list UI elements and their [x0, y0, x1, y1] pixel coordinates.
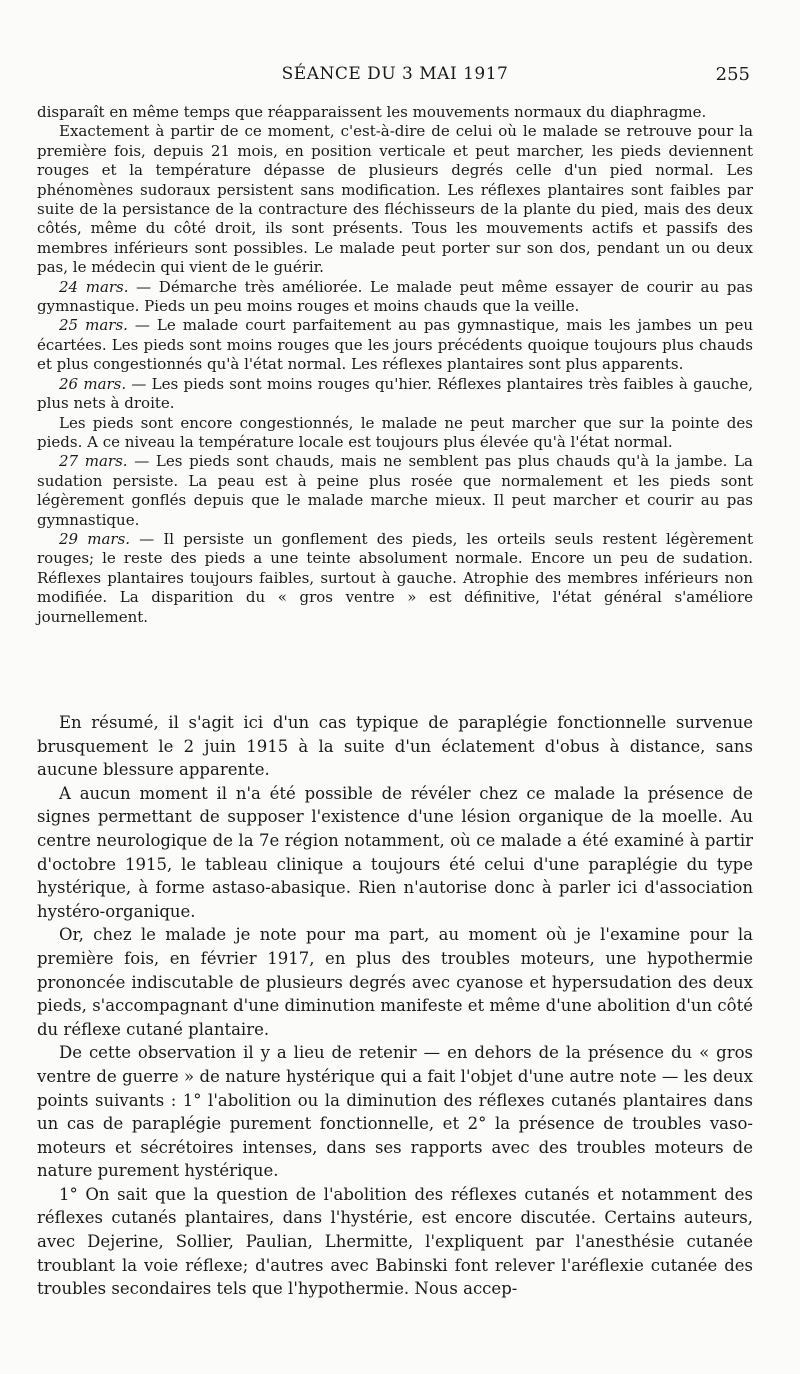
discussion-paragraph: 1° On sait que la question de l'abolition des réflexes cutanés et notamment des réflexes cutanés plantaires, dans l'hystérie, est encore discutée. Certains auteurs, avec Dejerine, Sollier, Paulian, Lhermitte, l'expliquent par l'anesthésie cutanée troublant la voie réflexe; d'autres avec Babinski font relever l'aréflexie cutanée des troubles secondaires tels que l'hypothermie. Nous accep- [37, 1184, 753, 1299]
observation-paragraph: disparaît en même temps que réapparaissent les mouvements normaux du diaphragme. [37, 103, 707, 121]
running-title: SÉANCE DU 3 MAI 1917 [281, 64, 509, 84]
observation-notes [37, 103, 753, 627]
entry-date: 24 mars. [59, 277, 129, 296]
entry-date: 27 mars. [59, 452, 128, 471]
observation-entry: 27 mars. — Les pieds sont chauds, mais ne semblent pas plus chauds qu'à la jambe. La sudation persiste. La peau est à peine plus rosée que normalement et les pieds sont légèrement gonflés depuis que le malade marche mieux. Il peut marcher et courir au pas gymnastique. [37, 452, 753, 529]
observation-entry: 26 mars. — Les pieds sont moins rouges qu'hier. Réflexes plantaires très faibles à gauche, plus nets à droite. [37, 374, 753, 413]
observation-paragraph: Les pieds sont encore congestionnés, le malade ne peut marcher que sur la pointe des pieds. A ce niveau la température locale est toujours plus élevée qu'à l'état normal. [37, 413, 753, 451]
entry-date: 26 mars. [59, 374, 127, 393]
entry-date: 25 mars. [59, 316, 128, 335]
discussion-section [37, 711, 753, 1301]
discussion-paragraph: De cette observation il y a lieu de retenir — en dehors de la présence du « gros ventre de guerre » de nature hystérique qui a fait l'objet d'une autre note — les deux points suivants : 1° l'abolition ou la diminution des réflexes cutanés plantaires dans un cas de paraplégie purement fonctionnelle, et 2° la présence de troubles vaso-moteurs et sécrétoires intenses, dans ses rapports avec des troubles moteurs de nature purement hystérique. [37, 1043, 753, 1181]
observation-entry: 25 mars. — Le malade court parfaitement au pas gymnastique, mais les jambes un peu écartées. Les pieds sont moins rouges que les jours précédents quoique toujours plus chauds et plus congestionnés qu'à l'état normal. Les réflexes plantaires sont plus apparents. [37, 316, 753, 374]
entry-date: 29 mars. [59, 529, 131, 548]
observation-paragraph: Exactement à partir de ce moment, c'est-à-dire de celui où le malade se retrouve pour la première fois, depuis 21 mois, en position verticale et peut marcher, les pieds deviennent rouges et la température dépasse de plusieurs degrés celle d'un pied normal. Les phénomènes sudoraux persistent sans modification. Les réflexes plantaires sont faibles par suite de la persistance de la contracture des fléchisseurs de la plante du pied, mais des deux côtés, même du côté droit, ils sont présents. Tous les mouvements actifs et passifs des membres inférieurs sont possibles. Le malade peut porter sur son dos, pendant un ou deux pas, le médecin qui vient de le guérir. [37, 122, 753, 277]
observation-entry: 29 mars. — Il persiste un gonflement des pieds, les orteils seuls restent légèrement rouges; le reste des pieds a une teinte absolument normale. Encore un peu de sudation. Réflexes plantaires toujours faibles, surtout à gauche. Atrophie des membres inférieurs non modifiée. La disparition du « gros ventre » est définitive, l'état général s'améliore journellement. [37, 529, 753, 626]
page-number: 255 [715, 64, 750, 85]
discussion-paragraph: Or, chez le malade je note pour ma part, au moment où je l'examine pour la première fois, en février 1917, en plus des troubles moteurs, une hypothermie prononcée indiscutable de plusieurs degrés avec cyanose et hypersudation des deux pieds, s'accompagnant d'une diminution manifeste et même d'une abolition d'un côté du réflexe cutané plantaire. [37, 925, 753, 1039]
discussion-paragraph: En résumé, il s'agit ici d'un cas typique de paraplégie fonctionnelle survenue brusquement le 2 juin 1915 à la suite d'un éclatement d'obus à distance, sans aucune blessure apparente. [37, 713, 753, 780]
page-header [40, 64, 750, 90]
discussion-paragraph: A aucun moment il n'a été possible de révéler chez ce malade la présence de signes permettant de supposer l'existence d'une lésion organique de la moelle. Au centre neurologique de la 7e région notamment, où ce malade a été examiné à partir d'octobre 1915, le tableau clinique a toujours été celui d'une paraplégie du type hystérique, à forme astaso-abasique. Rien n'autorise donc à parler ici d'association hystéro-organique. [37, 783, 753, 921]
observation-entry: 24 mars. — Démarche très améliorée. Le malade peut même essayer de courir au pas gymnastique. Pieds un peu moins rouges et moins chauds que la veille. [37, 277, 753, 316]
